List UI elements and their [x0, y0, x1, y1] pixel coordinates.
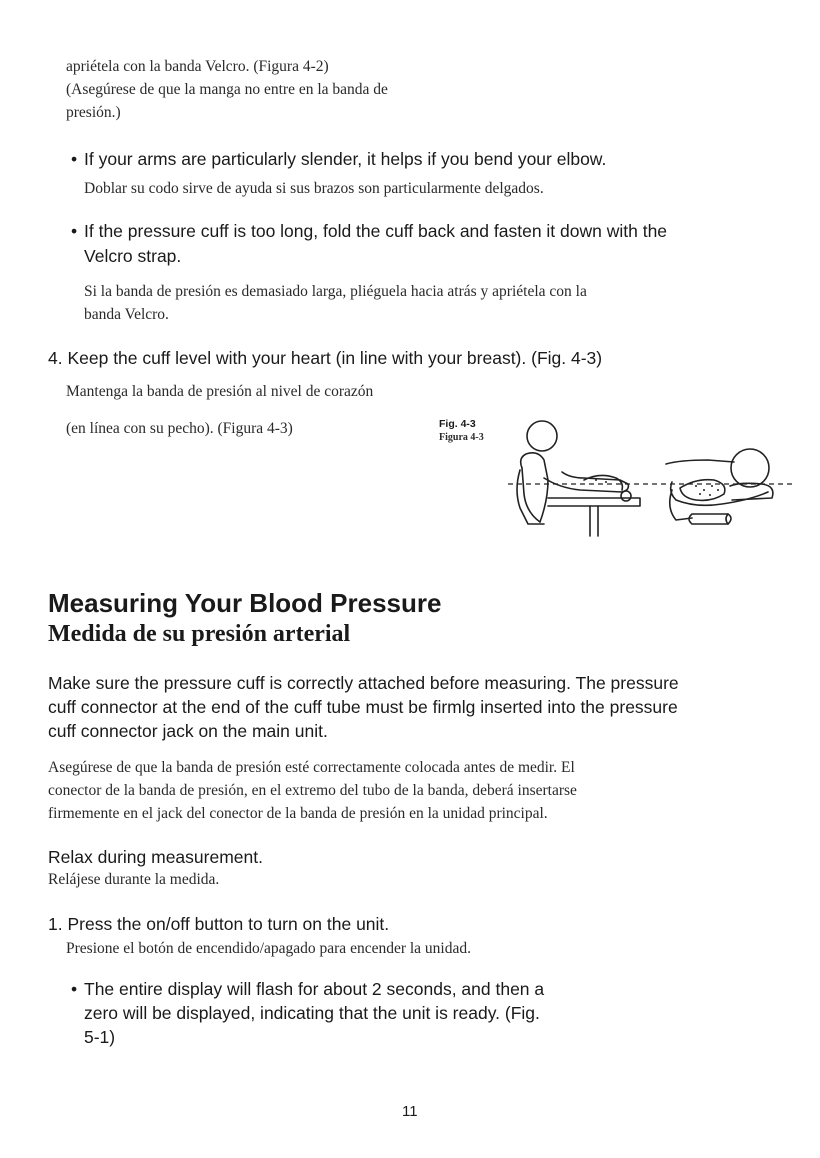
figure-4-3-illustration [500, 420, 792, 552]
step-1-en: 1. Press the on/off button to turn on the unit. [48, 914, 390, 934]
para-1-es-line-3: firmemente en el jack del conector de la banda de presión en la unidad principal. [48, 805, 548, 822]
para-1-es-line-1: Asegúrese de que la banda de presión esté correctamente colocada antes de medir. El [48, 759, 575, 776]
bullet-dot: • [71, 979, 78, 999]
cuff-tube [670, 490, 692, 520]
step-1-es: Presione el botón de encendido/apagado para encender la unidad. [66, 940, 471, 957]
lying-person-body [666, 460, 734, 464]
relax-es: Relájese durante la medida. [48, 871, 220, 888]
para-1-es-line-2: conector de la banda de presión, en el extremo del tubo de la banda, deberá insertarse [48, 782, 577, 799]
intro-es-line-1: apriétela con la banda Velcro. (Figura 4-2) [66, 58, 329, 75]
step-4-en: 4. Keep the cuff level with your heart (in line with your breast). (Fig. 4-3) [48, 348, 603, 368]
cuff-connector [621, 491, 631, 501]
bullet-1-en: If your arms are particularly slender, it helps if you bend your elbow. [84, 149, 607, 169]
arm-cuff [584, 475, 622, 490]
page-number: 11 [402, 1103, 418, 1120]
relax-en: Relax during measurement. [48, 847, 263, 867]
para-1-en-line-2: cuff connector at the end of the cuff tube must be firmlg inserted into the pressure [48, 697, 678, 717]
step-1-bullet-line-2: zero will be displayed, indicating that the unit is ready. (Fig. [84, 1003, 540, 1023]
figure-label-es: Figura 4-3 [439, 432, 484, 443]
lying-person-head [731, 449, 769, 487]
intro-es-line-3: presión.) [66, 104, 121, 121]
bullet-2-es-line-2: banda Velcro. [84, 306, 169, 323]
figure-label-en: Fig. 4-3 [439, 418, 476, 430]
bullet-1-es: Doblar su codo sirve de ayuda si sus brazos son particularmente delgados. [84, 180, 544, 197]
para-1-en-line-3: cuff connector jack on the main unit. [48, 721, 328, 741]
person-arm [544, 472, 628, 492]
table-leg [590, 506, 598, 536]
step-4-es-line-2: (en línea con su pecho). (Figura 4-3) [66, 420, 293, 437]
para-1-en-line-1: Make sure the pressure cuff is correctly attached before measuring. The pressure [48, 673, 679, 693]
step-1-bullet-line-1: The entire display will flash for about 2 seconds, and then a [84, 979, 545, 999]
table-top [548, 498, 640, 506]
person-head [527, 421, 557, 451]
bullet-dot: • [71, 149, 78, 169]
bullet-2-en-line-2: Velcro strap. [84, 246, 182, 266]
step-4-es-line-1: Mantenga la banda de presión al nivel de corazón [66, 383, 374, 400]
bullet-2-es-line-1: Si la banda de presión es demasiado larga, pliéguela hacia atrás y apriételа con la [84, 283, 587, 300]
step-1-bullet-line-3: 5-1) [84, 1027, 116, 1047]
main-unit [689, 514, 731, 524]
person-torso [521, 453, 548, 522]
bullet-dot: • [71, 221, 78, 241]
bullet-2-en-line-1: If the pressure cuff is too long, fold the cuff back and fasten it down with the [84, 221, 668, 241]
intro-es-line-2: (Asegúrese de que la manga no entre en la banda de [66, 81, 388, 98]
section-title-en: Measuring Your Blood Pressure [48, 588, 442, 618]
section-title-es: Medida de su presión arterial [48, 621, 351, 647]
